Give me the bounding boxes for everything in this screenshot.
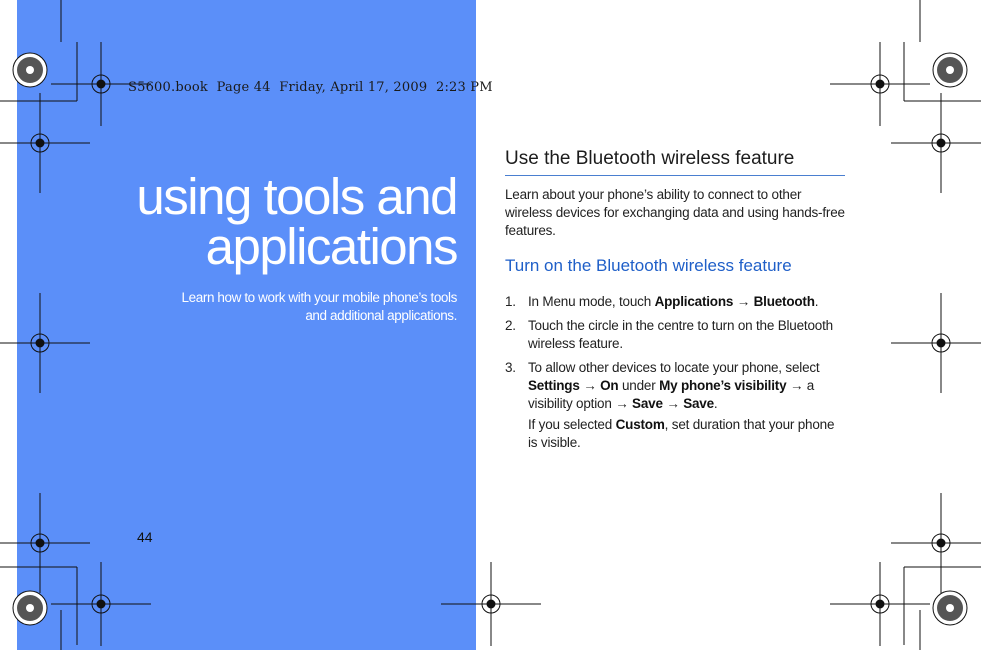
subsection-title: Turn on the Bluetooth wireless feature: [505, 256, 792, 275]
main-content: [505, 148, 845, 458]
arrow-icon: →: [579, 378, 601, 393]
menu-item-save: Save: [683, 396, 714, 411]
menu-item-applications: Applications: [654, 294, 734, 309]
chapter-subtitle: [182, 289, 457, 325]
step-number: 2.: [505, 318, 516, 333]
step-text: To allow other devices to locate your phone, select: [528, 360, 820, 375]
arrow-icon: →: [733, 294, 754, 309]
step-item: [505, 293, 845, 311]
note-text: If you selected: [528, 417, 616, 432]
step-text: .: [814, 294, 819, 309]
chapter-title-line: applications: [205, 218, 457, 275]
section-intro: Learn about your phone’s ability to connect to other wireless devices for exchanging data and using hands-free features.: [505, 187, 845, 238]
print-header: S5600.book Page 44 Friday, April 17, 2009 2:23 PM: [128, 80, 493, 95]
step-text: .: [713, 396, 718, 411]
page-number: 44: [137, 529, 153, 545]
section-title: Use the Bluetooth wireless feature: [505, 148, 845, 176]
step-number: 1.: [505, 294, 516, 309]
menu-item-bluetooth: Bluetooth: [753, 294, 815, 309]
arrow-icon: →: [662, 396, 684, 411]
step-item: [505, 359, 845, 452]
menu-item-save: Save: [632, 396, 663, 411]
note-text: , set duration that your phone is visible.: [528, 417, 835, 450]
option-custom: Custom: [615, 417, 665, 432]
chapter-subtitle-line: Learn how to work with your mobile phone’s tools: [181, 290, 457, 305]
step-item: [505, 317, 845, 353]
step-note: [528, 416, 845, 452]
menu-item-settings: Settings: [528, 378, 580, 393]
step-number: 3.: [505, 360, 516, 375]
step-text: → a visibility option →: [528, 378, 815, 411]
step-text: under: [618, 378, 660, 393]
step-text: Touch the circle in the centre to turn on the Bluetooth wireless feature.: [528, 318, 833, 351]
chapter-title: [136, 168, 457, 275]
chapter-title-line: using tools and: [136, 168, 457, 225]
chapter-subtitle-line: and additional applications.: [305, 308, 457, 323]
menu-item-visibility: My phone’s visibility: [659, 378, 787, 393]
steps-list: [505, 293, 845, 452]
step-text: In Menu mode, touch: [528, 294, 655, 309]
menu-item-on: On: [600, 378, 619, 393]
